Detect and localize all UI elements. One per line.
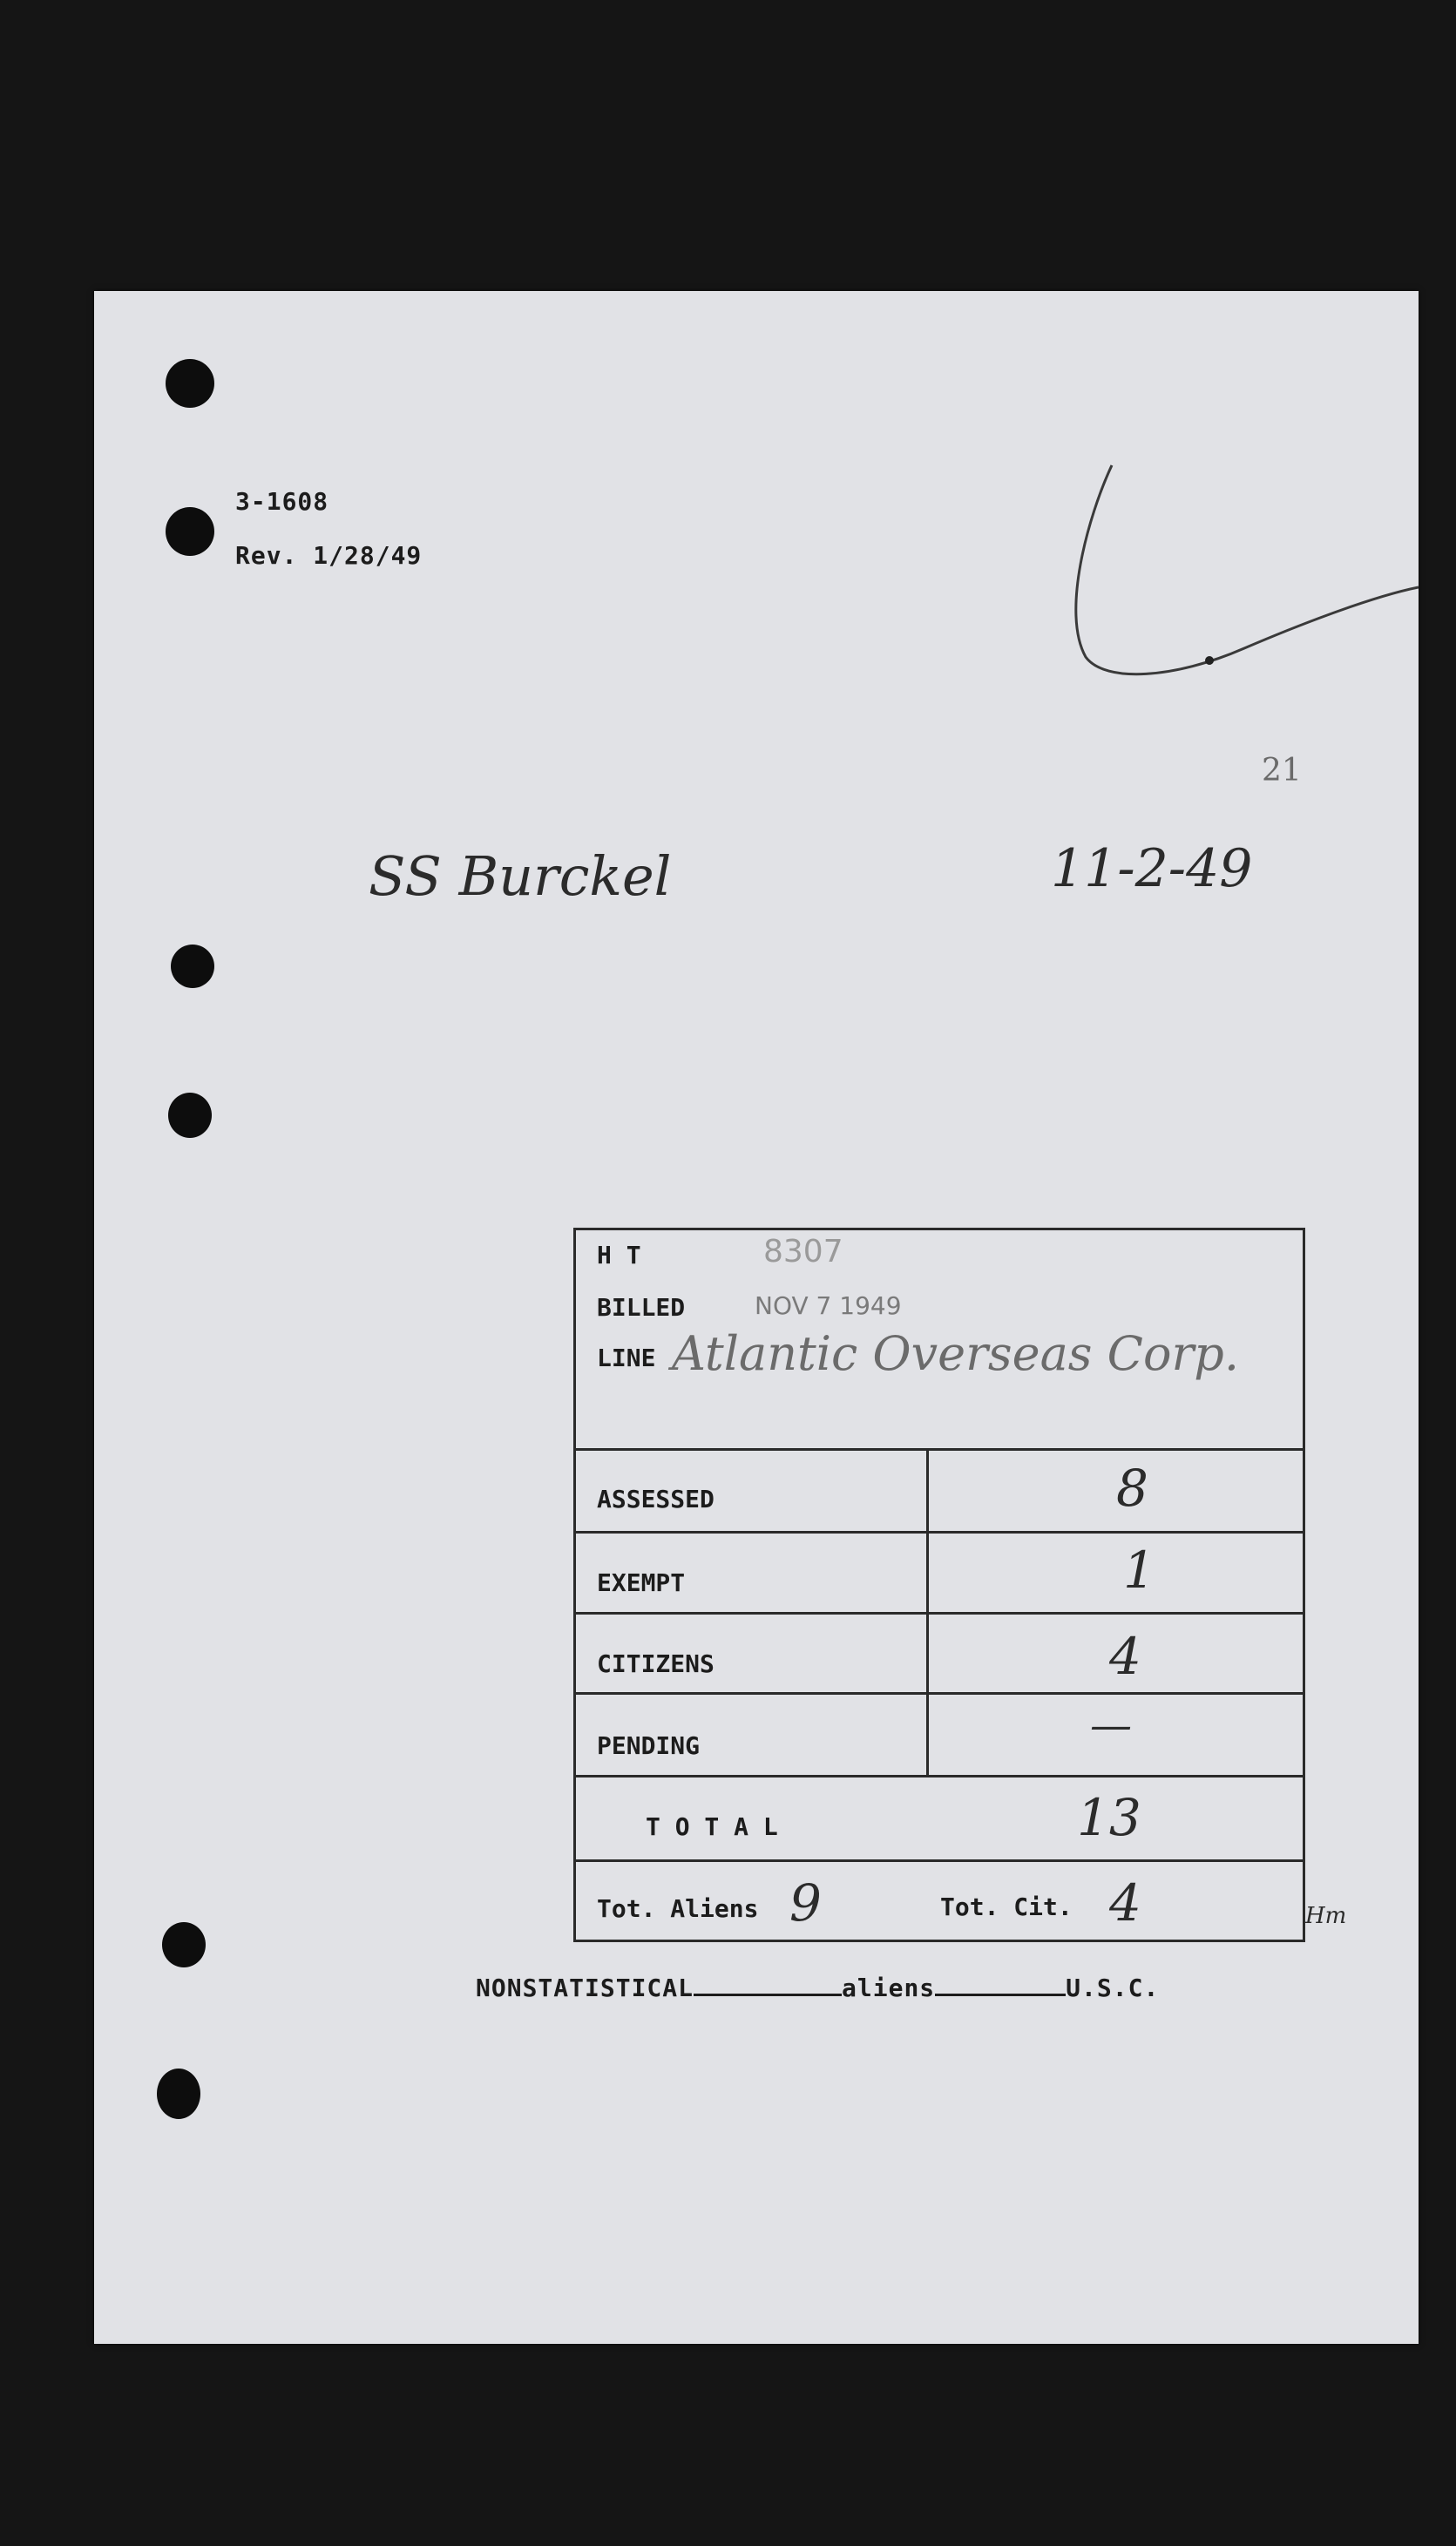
aliens-label: aliens	[842, 1974, 936, 2002]
punch-hole-4	[168, 1093, 212, 1138]
ht-value: 8307	[763, 1234, 843, 1270]
ht-label: H T	[597, 1241, 641, 1270]
citizens-label: CITIZENS	[597, 1649, 714, 1678]
billed-stamp: NOV 7 1949	[755, 1291, 902, 1320]
vessel-name: SS Burckel	[369, 844, 672, 908]
total-value: 13	[1077, 1788, 1141, 1847]
divider	[576, 1775, 1303, 1777]
tax-card-box	[573, 1228, 1305, 1942]
exempt-value: 1	[1123, 1540, 1155, 1600]
assessed-value: 8	[1116, 1459, 1148, 1518]
divider	[576, 1448, 1303, 1451]
assessed-label: ASSESSED	[597, 1485, 714, 1513]
tot-aliens-label: Tot. Aliens	[597, 1894, 759, 1923]
divider	[576, 1612, 1303, 1615]
form-number: 3-1608	[235, 487, 329, 516]
punch-hole-1	[166, 359, 214, 408]
nonstatistical-label: NONSTATISTICAL	[476, 1974, 694, 2002]
divider	[576, 1859, 1303, 1862]
form-revision: Rev. 1/28/49	[235, 541, 423, 570]
punch-hole-2	[166, 507, 214, 556]
line-label: LINE	[597, 1344, 656, 1372]
tot-cit-value: 4	[1109, 1873, 1141, 1933]
citizens-value: 4	[1109, 1627, 1141, 1686]
total-label: T O T A L	[646, 1812, 778, 1841]
line-value: Atlantic Overseas Corp.	[672, 1326, 1240, 1381]
clerk-initials: Hm	[1305, 1903, 1347, 1929]
tot-cit-label: Tot. Cit.	[940, 1893, 1073, 1921]
usc-label: U.S.C.	[1066, 1974, 1160, 2002]
document-page	[94, 291, 1419, 2344]
punch-hole-3	[171, 945, 214, 988]
pending-label: PENDING	[597, 1731, 701, 1760]
nonstatistical-line	[476, 1973, 1159, 2002]
exempt-label: EXEMPT	[597, 1568, 686, 1597]
punch-hole-6	[157, 2069, 200, 2119]
pending-value: —	[1090, 1701, 1132, 1750]
nonstatistical-blank	[694, 1973, 842, 1996]
divider	[576, 1692, 1303, 1695]
pencil-mark	[1044, 457, 1419, 692]
page-number: 21	[1262, 753, 1302, 789]
divider	[576, 1531, 1303, 1534]
billed-label: BILLED	[597, 1293, 686, 1322]
punch-hole-5	[162, 1922, 206, 1967]
arrival-date: 11-2-49	[1051, 838, 1253, 899]
tot-aliens-value: 9	[789, 1873, 822, 1933]
aliens-blank	[935, 1973, 1066, 1996]
